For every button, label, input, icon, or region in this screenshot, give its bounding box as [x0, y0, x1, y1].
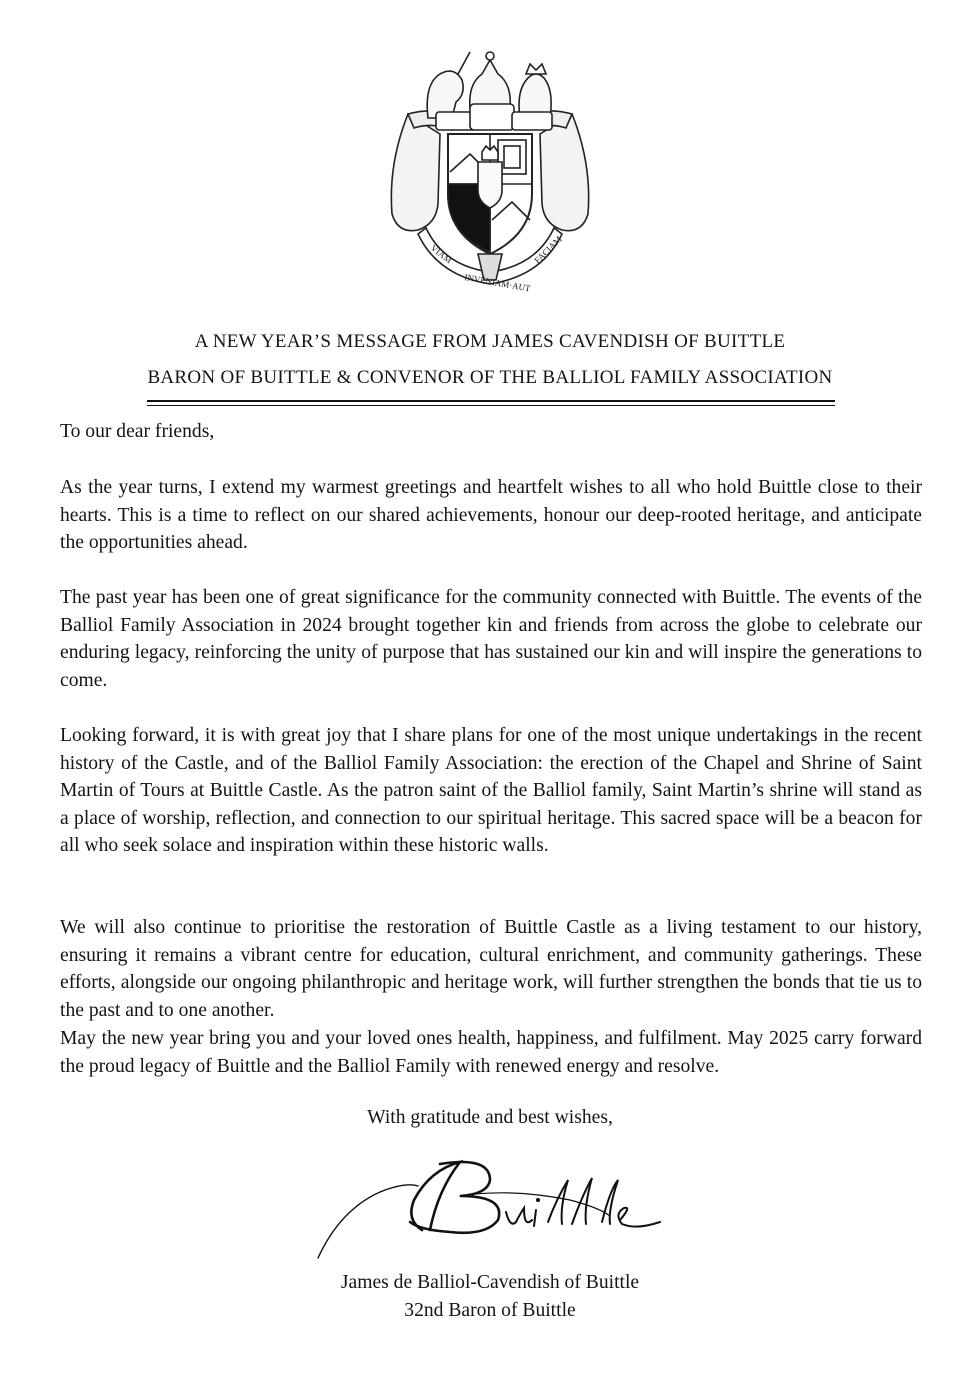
svg-text:INVENIAM·AUT: INVENIAM·AUT	[463, 272, 532, 294]
paragraph-chapel-plans: Looking forward, it is with great joy that I share plans for one of the most unique undertakings in the recent history of the Castle, and of the Balliol Family Association: the erection of the Chapel and Shrine of Saint Martin of Tours at Buittle Castle. As the patron saint of the Balliol family, Saint Martin’s shrine will stand as a place of worship, reflection, and connection to our spiritual heritage. This sacred space will be a beacon for all who seek solace and inspiration within these historic walls.	[60, 725, 922, 856]
signatory-title: 32nd Baron of Buittle	[404, 1300, 576, 1321]
paragraph-restoration: We will also continue to prioritise the restoration of Buittle Castle as a living testament to our history, ensuring it remains a vibrant centre for education, cultural enrichment, and community gatherings. These efforts, alongside our ongoing philanthropic and heritage work, will further strengthen the bonds that tie us to the past and to one another.	[60, 917, 922, 1021]
heading-divider-thin	[147, 405, 835, 406]
svg-text:FACIAM: FACIAM	[532, 234, 564, 266]
heading-divider-thick	[147, 400, 835, 402]
letter-heading-subtitle: BARON OF BUITTLE & CONVENOR OF THE BALLIOL FAMILY ASSOCIATION	[147, 367, 833, 388]
paragraph-past-year: The past year has been one of great significance for the community connected with Buittle. The events of the Balliol Family Association in 2024 brought together kin and friends from across the globe to celebrate our enduring legacy, reinforcing the unity of purpose that has sustained our kin and will inspire the generations to come.	[60, 587, 922, 691]
svg-text:VIAM: VIAM	[428, 242, 454, 266]
paragraph-new-year-wishes: May the new year bring you and your loved ones health, happiness, and fulfilment. May 2025 carry forward the proud legacy of Buittle and the Balliol Family with renewed energy and resolve.	[60, 1028, 922, 1077]
coat-of-arms-icon	[378, 44, 602, 300]
salutation: To our dear friends,	[60, 421, 215, 442]
letter-heading-title: A NEW YEAR’S MESSAGE FROM JAMES CAVENDISH OF BUITTLE	[194, 331, 786, 352]
paragraph-greeting: As the year turns, I extend my warmest greetings and heartfelt wishes to all who hold Buittle close to their hearts. This is a time to reflect on our shared achievements, honour our deep-rooted heritage, and anticipate the opportunities ahead.	[60, 477, 922, 553]
signature-icon	[310, 1150, 670, 1265]
closing-line: With gratitude and best wishes,	[367, 1107, 613, 1128]
signatory-name: James de Balliol-Cavendish of Buittle	[340, 1272, 640, 1293]
